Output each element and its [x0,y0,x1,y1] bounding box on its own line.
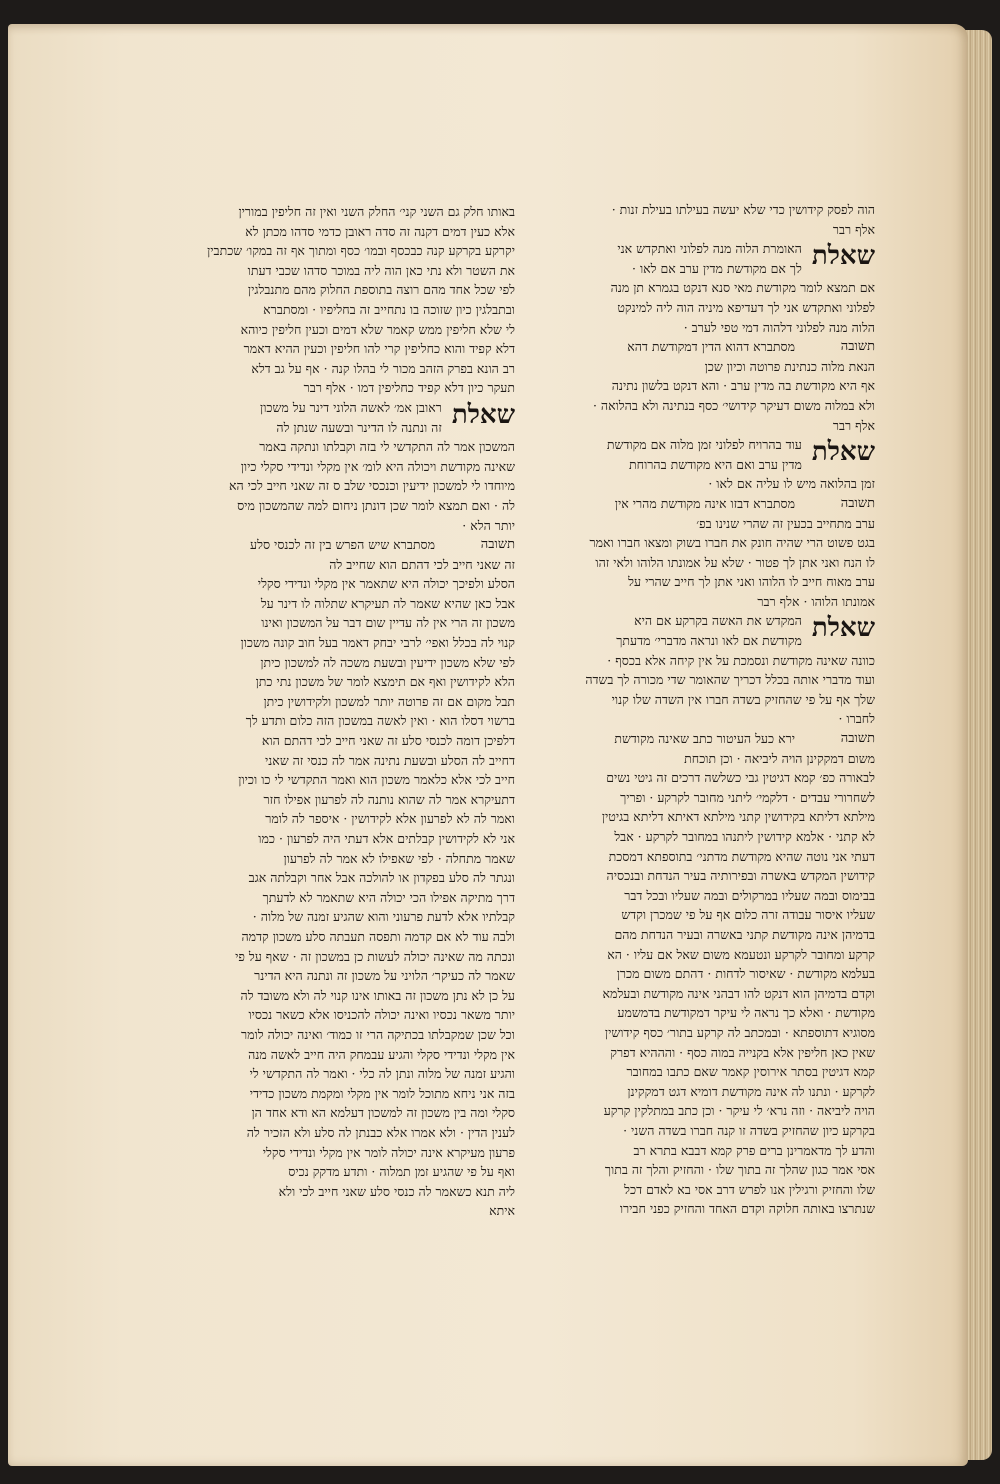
text-line: מדין ערב ואם היא מקודשת בהרוחת [629,456,802,472]
text-line: אלף רבר [832,417,875,433]
text-line: ליה תנא כשאמר לה כנסי סלע שאני חייב לכי ולא [278,1183,515,1199]
text-line: מסתברא דהוא הדין דמקודשת דהא [627,339,795,355]
question-heading: שאלת [451,399,515,430]
text-line: בגט פשוט הרי שהיה חונק את חברו בשוק ומצאו חברו ואמר [589,535,875,551]
text-line: ואמר לה לא לפרעון אלא לקידושין · איספר לה לומר [265,811,515,827]
text-line: לשחרורי עבדים · דלקמי׳ ליתני מחובר לקרקע · ופריך [620,789,875,805]
text-line: מסתברא שיש הפרש בין זה לכנסי סלע [250,537,435,553]
text-line: יקרקע בקרקע קנה כבכסף ובמו׳ כסף ומתוך אף זה במקו׳ שכתבין [207,243,515,259]
text-line: סקלי ומה בין משכון זה למשכון דעלמא הא ודא אחד הן [251,1105,515,1121]
text-line: שאינה מקודשת ויכולה היא לומ׳ אין מקלי ונדידי סקלי כיון [240,458,515,474]
text-line: שאמר מתחלה · לפי שאפילו לא אמר לה לפרעון [283,850,515,866]
text-line: בזה אני ניחא מתוכל לומר אין מקלי ומקמת משכון כדידי [249,1085,515,1101]
text-line: עוד בהרויח לפלוני זמן מלוה אם מקודשת [606,437,802,453]
text-line: פרעון מעיקרא אינה יכולה לומר אין מקלי ונדידי סקלי [262,1144,515,1160]
text-block [95,202,515,398]
text-line: כוונה שאינה מקודשת ונסמכת על אין קיחה אלא בכסף · [607,652,875,668]
text-line: ערב מתחייב בכעין זה שהרי שנינו בפ׳ [696,515,875,531]
text-line: הלא לקידושין ואף אם תימצא לומר של משכון נתי כתן [255,674,515,690]
text-line: אלף רבר [832,221,875,237]
text-line: והגיע זמנה של מלוה ונתן לה כלי · ואמר לה התקדשי לי [249,1066,515,1082]
answer-label: תשובה [840,495,875,511]
text-line: מסתברא דבזו אינה מקודשת מהרי אין [614,495,795,511]
text-line: תעקר כיון דלא קפיד כחליפין דמו · אלף רבר [303,380,515,396]
text-line: יותר הלא · [462,517,515,533]
text-line: בעלמא מקודשת · שאיסור לדחות · דהתם משום מכרן [616,966,875,982]
text-line: רב הונא בפרק הזהב מכור לי בהלו קנה · אף על גב דלא [251,360,515,376]
text-line: וקדם בדמיהן הוא דנקט להו דבהני אינה מקודשת ובעלמא [602,985,875,1001]
text-line: הוה לפסק קידושין כדי שלא יעשה בעילתו בעילת זנות · [611,202,875,217]
text-line: דחייב לה הסלע ובשעת נתינה אמר לה כנסי זה שאני [264,752,515,768]
text-line: דרך מתיקה אפילו הכי יכולה היא שתאמר לא לדעתך [262,889,515,905]
text-line: זה שאני חייב לכי דהתם הוא שחייב לה [329,556,515,572]
text-line: דלא קפיד והוא כחליפין קרי להו חליפין וכעין ההיא דאמר [243,341,515,357]
text-line: ואף על פי שהגיע זמן תמלוה · ותדע מדקק נכיס [288,1164,515,1180]
text-line: ולבה עוד לא אם קדמה ותפסה תעבתה סלע משכון קדמה [241,928,515,944]
text-line: בקרקע כיון שהחזיק בשדה זו קנה חברו בשדה השני · [623,1122,875,1138]
text-line: משכון זה הרי אין לה עדיין שום דבר על המשכון ואינו [261,615,515,631]
answer-label: תשובה [840,339,875,355]
text-line: בדמיהן אינה מקודשת קתני באשרה ובעיר הנדחת מהם [614,926,875,942]
text-line: קרקע ומחובר לקרקע ונטעמא משום שאל אם עליו · הא [607,946,875,962]
text-line: ירא כעל העיטור כתב שאינה מקודשת [614,731,795,747]
text-line: בבימוס ובמה שעליו במרקולים ובמה שעליו ובכל דבר [624,887,875,903]
text-line: לו הנח ואני אתן לך פטור · שלא על אמונתו הלוהו ולאי זהו [595,554,875,570]
text-line: באותו חלק גם השני קני׳ החלק השני ואין זה חליפין במורין [238,204,515,219]
text-line: איתא [489,1203,515,1219]
text-line: לענין הדין · ולא אמרו אלא כבנתן לה סלע ולא הזכיר לה [246,1124,515,1140]
text-line: לי שלא חליפין ממש קאמר שלא דמים וכעין חליפין כיוהא [240,321,515,337]
answer-label: תשובה [840,731,875,747]
text-line: לה · ואם תמצא לומר שכן דונתן ניחום למה שהמשכון מיס [237,497,515,513]
text-line: לחברו · [838,711,875,727]
text-line: ונגתר לה סלע בפקדון או להולכה אבל אחר וקבלתה אגב [248,870,515,886]
text-line: שלו והחזיק ורגילין אנו לפרש דרב אסי בא לאדם דכל [624,1181,875,1197]
text-line: הויה ליביאה · וזה נרא׳ לי עיקר · וכן כתב במתלקין קרקע [603,1103,875,1119]
text-line: והדע לך מדאמרינן ברים פרק קמא דבבא בתרא רב [633,1142,875,1158]
text-line: קבלתיו אלא לדעת פרעוני והוא שהגיע זמנה של מלוה · [252,909,515,925]
text-line: שאין כאן חליפין אלא בקנייה במוה כסף · והההיא דפרק [610,1044,875,1060]
text-line: לא קתני · אלמא קידושין ליתנהו במחובר לקרקע · אבל [614,829,875,844]
answer-label: תשובה [480,537,515,553]
answer-block [95,535,515,1221]
text-line: דעתי אני נוטה שהיא מקודשת מדתני׳ בתוספתא דמסכת [608,848,875,864]
text-line: ולא במלוה משום דעיקר קידושי׳ כסף בנתינה ולא בהלואה · [592,397,875,413]
text-line: מילתא דליתא בקידושין קתני מילתא דאיתא דליתא בגיטין [601,809,875,825]
text-line: מקודשת · ואלא כך נראה לי עיקר דמקודשת בדמשמע [617,1005,875,1021]
question-block [95,398,515,535]
text-line: ברשוי דסלו הוא · ואין לאשה במשכון הזה כלום ותדע לך [245,713,515,729]
text-line: מסוגיא דתוספתא · ובמכתב לה קרקע בתור׳ כסף קידושין [604,1024,875,1040]
text-line: לך אם מקודשת מדין ערב אם לאו · [632,260,802,276]
text-line: וכל שכן שמקבלתו בכתיקה הרי זו כמוד׳ ואינה יכולה לומר [241,1026,515,1042]
text-line: האומרת הלוה מנה לפלוני ואתקדש אני [617,241,802,257]
text-line: ראובן אמ׳ לאשה הלוני דינר על משכון [260,399,442,415]
text-line: לקרקע · ונתנו לה אינה מקודשת דומיא דגט דמקקינן [627,1083,875,1099]
question-heading: שאלת [811,241,875,272]
text-line: אסי אמר כגון שהלך זה בתוך שלו · והחזיק והלך זה בתוך [604,1162,875,1178]
text-line: לפי שלא משכון ידיעין ובשעת משכה לה למשכון כיתן [260,654,515,670]
left-text-column [95,202,515,1242]
text-line: קמא דגיטין בסתר אירוסין קאמר שאם כתבו במחובר [626,1064,875,1080]
text-line: שנתרצו באותה חלוקה וקדם האחד והחזיק כפני חבירו [619,1201,875,1217]
text-line: הנאת מלוה כנתינת פרוטה וכיון שכן [704,358,875,374]
text-line: ונכתה מה שאינה יכולה לעשות כן במשכון זה · שאף על פי [235,948,515,964]
text-line: תבל מקום אם זה פרוטה יותר למשכון ולקידושין כיתן [263,693,515,709]
question-heading: שאלת [811,437,875,468]
text-line: אין מקלי ונדידי סקלי והגיע עבמחק היה חייב לאשה מנה [248,1046,515,1062]
text-line: דתעיקרא אמר לה שהוא נותנה לה לפרעון אפילו חזר [263,791,515,807]
text-line: מיוחדו לי למשכון ידיעין וכנכסי שלב ס זה שאני חייב לכי הא [228,478,515,494]
text-line: שאמר לה כעיקר׳ הלויני על משכון זה ונתנה היא הדינר [254,968,515,984]
text-line: אני לא לקידושין קבלתים אלא דעתי היה לפרעון · כמו [258,831,515,846]
text-line: המשכון אמר לה התקדשי לי בזה וקבלתו ונתקה באמר [259,439,515,455]
text-line: אם תמצא לומר מקודשת מאי סנא דנקט בגמרא תן מנה [610,280,875,296]
text-line: יותר משאר נכסיו ואינה יכולה להכניסו אלא כשאר נכסיו [248,1007,515,1023]
text-line: אמונתו הלוהו · אלף רבר [757,593,875,609]
text-line: קידושין המקדש באשרה ובפירותיה בעיר הנדחת ובנכסיה [606,868,875,884]
text-line: את השטר ולא נתי כאן הוה ליה במוכר סדהו שכבי דעתו [247,262,515,278]
text-line: זה ונתנה לו הדינר ובשעה שנתן לה [276,419,442,435]
text-line: לפלוני ואתקדש אני לך דעדיפא מיניה הוה ליה למינקט [617,299,875,315]
text-line: שעליו איסור עבודה זרה כלום אף על פי שמכרן וקדש [621,907,875,923]
text-line: אבל כאן שהיא שאמר לה תעיקרא שתלוה לו דינר על [260,595,515,611]
text-line: חייב לכי אלא כלאמר משכון הוא ואמר התקדשי לי כו וכיון [238,772,515,788]
text-line: ובתבלגין כיון שזוכה בו נתחייב זה בחליפיו · ומסתברא [263,301,515,317]
text-line: לבאורה כפ׳ קמא דגיטין גבי כשלשה דרכים זה גיטי נשים [606,770,875,786]
text-line: המקדש את האשה בקרקע אם היא [634,613,802,629]
text-line: קנוי לה בכלל ואפי׳ לרבי יבחק דאמר בעל חוב קונה משכון [240,635,515,651]
text-line: ועוד מדברי אותה בכלל דכריך שהאומר שדי מכורה לך בשדה [585,672,875,688]
text-line: דלפיכן דומה לכנסי סלע זה שאני חייב לכי דהתם הוא [261,733,515,749]
text-line: מקודשת אם לאו ונראה מדברי׳ מדעתך [616,633,802,649]
text-line: ערב מאוח חייב לו הלוהו ואני אתן לך חייב שהרי על [628,574,875,590]
text-line: שלך אף על פי שהחזיק בשדה חברו אין השדה שלו קנוי [611,691,875,707]
text-line: אלא כעין דמים דקנה זה סדה ראובן כדמי סדהו מכתן לא [245,223,515,239]
text-line: אף היא מקודשת בה מדין ערב · והא דנקט בלשון נתינה [611,378,875,394]
text-line: הלוה מנה לפלוני דלהוה דמי טפי לערב · [683,319,875,335]
question-heading: שאלת [811,613,875,644]
text-line: לפי שכל אחד מהם רוצה בתוספת החלוק מהם מתנבלגין [247,282,515,298]
text-line: זמן בהלואה מיש לו עליה אם לאו · [708,476,875,492]
text-line: הסלע ולפיכך יכולה היא שתאמר אין מקלי ונדידי סקלי [257,576,515,592]
text-line: משום דמקקינן הויה ליביאה · וכן תוכחת [684,750,875,766]
text-line: על כן לא נתן משכון זה באותו אינו קנוי לה ולא משובד לה [240,987,515,1003]
